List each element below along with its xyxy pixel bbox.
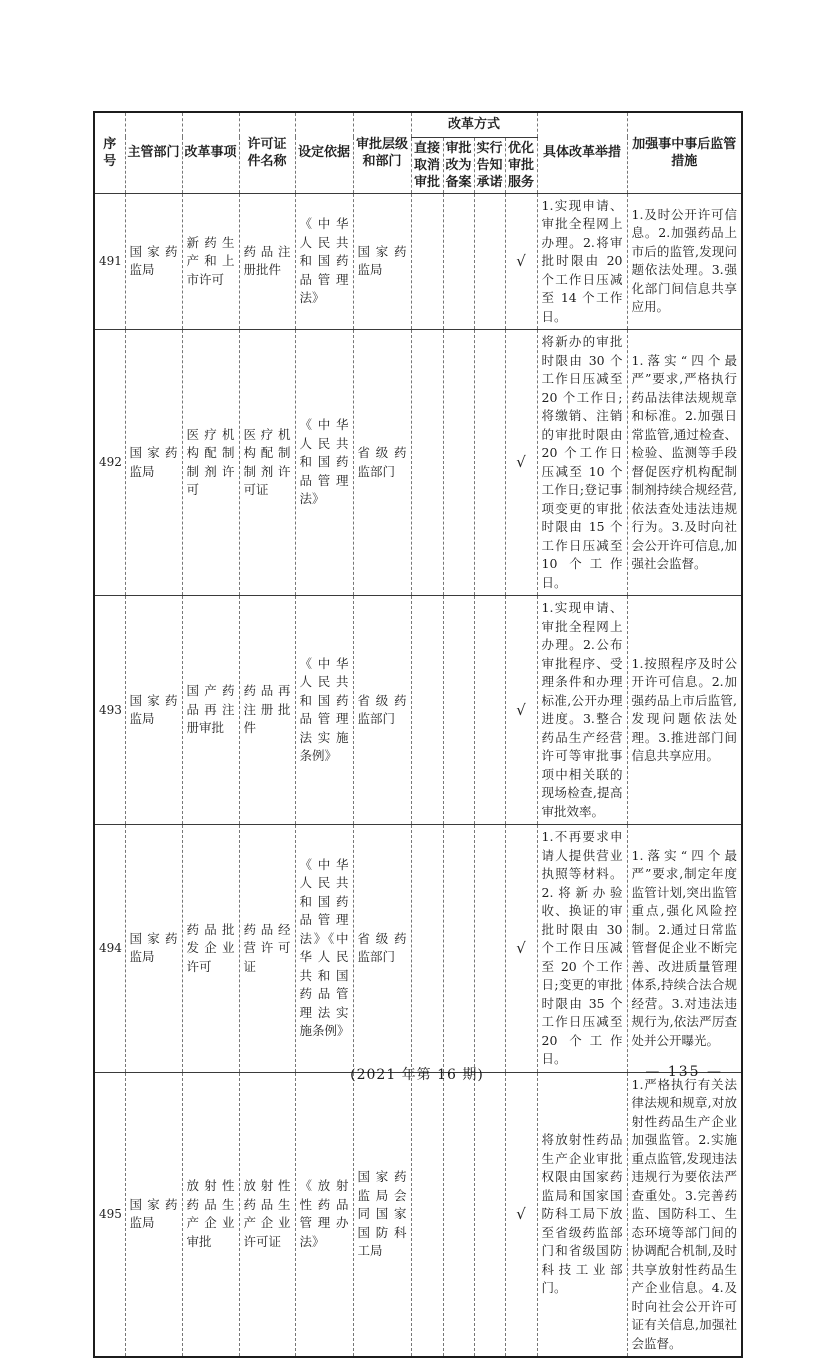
cell-department: 国家药监局 (125, 1072, 182, 1357)
cell-license-name: 药品经营许可证 (239, 825, 295, 1073)
cell-legal-basis: 《中华人民共和国药品管理法》 (295, 330, 353, 596)
cell-check-optimize-service: √ (505, 193, 537, 330)
cell-license-name: 放射性药品生产企业许可证 (239, 1072, 295, 1357)
cell-check-change-to-record (443, 596, 474, 825)
cell-supervision: 1.按照程序及时公开许可信息。2.加强药品上市后监管,发现问题依法处理。3.推进部门间信息共享应用。 (627, 596, 742, 825)
cell-license-name: 药品再注册批件 (239, 596, 295, 825)
cell-measures: 将放射性药品生产企业审批权限由国家药监局和国家国防科工局下放至省级药监部门和省级国防科技工业部门。 (537, 1072, 627, 1357)
table-row (94, 1072, 742, 1357)
cell-check-change-to-record (443, 825, 474, 1073)
table-row (94, 596, 742, 825)
header-measures: 具体改革举措 (537, 112, 627, 193)
cell-check-direct-cancel (411, 193, 443, 330)
header-direct-cancel: 直接取消审批 (411, 137, 443, 193)
cell-check-direct-cancel (411, 596, 443, 825)
cell-approval-level: 省级药监部门 (353, 330, 411, 596)
cell-check-notify-commitment (474, 193, 505, 330)
reform-items-table-container (93, 111, 743, 1358)
header-approval-level: 审批层级和部门 (353, 112, 411, 193)
table-row (94, 193, 742, 330)
header-reform-item: 改革事项 (182, 112, 239, 193)
header-supervision: 加强事中事后监管措施 (627, 112, 742, 193)
header-department: 主管部门 (125, 112, 182, 193)
cell-legal-basis: 《中华人民共和国药品管理法实施条例》 (295, 596, 353, 825)
cell-check-change-to-record (443, 193, 474, 330)
footer-page-number: — 135 — (645, 1064, 723, 1080)
table-row (94, 825, 742, 1073)
reform-items-table (93, 111, 743, 1358)
header-change-to-record: 审批改为备案 (443, 137, 474, 193)
cell-serial: 494 (94, 825, 125, 1073)
cell-approval-level: 国家药监局会同国家国防科工局 (353, 1072, 411, 1357)
cell-legal-basis: 《中华人民共和国药品管理法》 (295, 193, 353, 330)
cell-legal-basis: 《放射性药品管理办法》 (295, 1072, 353, 1357)
cell-check-notify-commitment (474, 596, 505, 825)
cell-supervision: 1.严格执行有关法律法规和规章,对放射性药品生产企业加强监管。2.实施重点监管,发现违法违规行为要依法严查重处。3.完善药监、国防科工、生态环境等部门间的协调配合机制,及时共享放射性药品生产企业信息。4.及时向社会公开许可证有关信息,加强社会监督。 (627, 1072, 742, 1357)
cell-check-optimize-service: √ (505, 330, 537, 596)
cell-check-notify-commitment (474, 330, 505, 596)
cell-department: 国家药监局 (125, 825, 182, 1073)
cell-check-optimize-service: √ (505, 596, 537, 825)
cell-department: 国家药监局 (125, 330, 182, 596)
cell-check-optimize-service: √ (505, 825, 537, 1073)
cell-reform-item: 药品批发企业许可 (182, 825, 239, 1073)
cell-license-name: 药品注册批件 (239, 193, 295, 330)
cell-supervision: 1.落实“四个最严”要求,严格执行药品法律法规规章和标准。2.加强日常监管,通过检查、检验、监测等手段督促医疗机构配制制剂持续合规经营,依法查处违法违规行为。3.及时向社会公开许可信息,加强社会监督。 (627, 330, 742, 596)
cell-reform-item: 新药生产和上市许可 (182, 193, 239, 330)
cell-measures: 1.不再要求申请人提供营业执照等材料。2.将新办验收、换证的审批时限由 30 个工作日压减至 20 个工作日;变更的审批时限由 35 个工作日压减至 20 个工作日。 (537, 825, 627, 1073)
cell-measures: 1.实现申请、审批全程网上办理。2.公布审批程序、受理条件和办理标准,公开办理进度。3.整合药品生产经营许可等审批事项中相关联的现场检查,提高审批效率。 (537, 596, 627, 825)
cell-serial: 491 (94, 193, 125, 330)
cell-check-notify-commitment (474, 1072, 505, 1357)
cell-legal-basis: 《中华人民共和国药品管理法》《中华人民共和国药品管理法实施条例》 (295, 825, 353, 1073)
cell-approval-level: 省级药监部门 (353, 596, 411, 825)
cell-reform-item: 国产药品再注册审批 (182, 596, 239, 825)
header-reform-mode-group: 改革方式 (411, 112, 537, 137)
cell-reform-item: 放射性药品生产企业审批 (182, 1072, 239, 1357)
cell-approval-level: 国家药监局 (353, 193, 411, 330)
header-notify-commitment: 实行告知承诺 (474, 137, 505, 193)
cell-license-name: 医疗机构配制制剂许可证 (239, 330, 295, 596)
cell-approval-level: 省级药监部门 (353, 825, 411, 1073)
header-optimize-service: 优化审批服务 (505, 137, 537, 193)
cell-reform-item: 医疗机构配制制剂许可 (182, 330, 239, 596)
header-serial: 序号 (94, 112, 125, 193)
cell-department: 国家药监局 (125, 596, 182, 825)
cell-supervision: 1.及时公开许可信息。2.加强药品上市后的监管,发现问题依法处理。3.强化部门间信息共享应用。 (627, 193, 742, 330)
cell-check-notify-commitment (474, 825, 505, 1073)
cell-serial: 493 (94, 596, 125, 825)
header-row-top (94, 112, 742, 137)
cell-check-direct-cancel (411, 330, 443, 596)
cell-check-direct-cancel (411, 1072, 443, 1357)
header-license-name: 许可证件名称 (239, 112, 295, 193)
cell-serial: 495 (94, 1072, 125, 1357)
cell-department: 国家药监局 (125, 193, 182, 330)
cell-check-direct-cancel (411, 825, 443, 1073)
cell-check-optimize-service: √ (505, 1072, 537, 1357)
cell-check-change-to-record (443, 1072, 474, 1357)
cell-check-change-to-record (443, 330, 474, 596)
footer-issue-label: (2021 年第 16 期) (350, 1067, 484, 1083)
header-legal-basis: 设定依据 (295, 112, 353, 193)
cell-measures: 1.实现申请、审批全程网上办理。2.将审批时限由 20 个工作日压减至 14 个工作日。 (537, 193, 627, 330)
table-row (94, 330, 742, 596)
cell-supervision: 1.落实“四个最严”要求,制定年度监管计划,突出监管重点,强化风险控制。2.通过日常监管督促企业不断完善、改进质量管理体系,持续合法合规经营。3.对违法违规行为,依法严厉查处并公开曝光。 (627, 825, 742, 1073)
cell-serial: 492 (94, 330, 125, 596)
cell-measures: 将新办的审批时限由 30 个工作日压减至 20 个工作日;将缴销、注销的审批时限由 20 个工作日压减至 10 个工作日;登记事项变更的审批时限由 15 个工作日压减至 10 个工作日。 (537, 330, 627, 596)
